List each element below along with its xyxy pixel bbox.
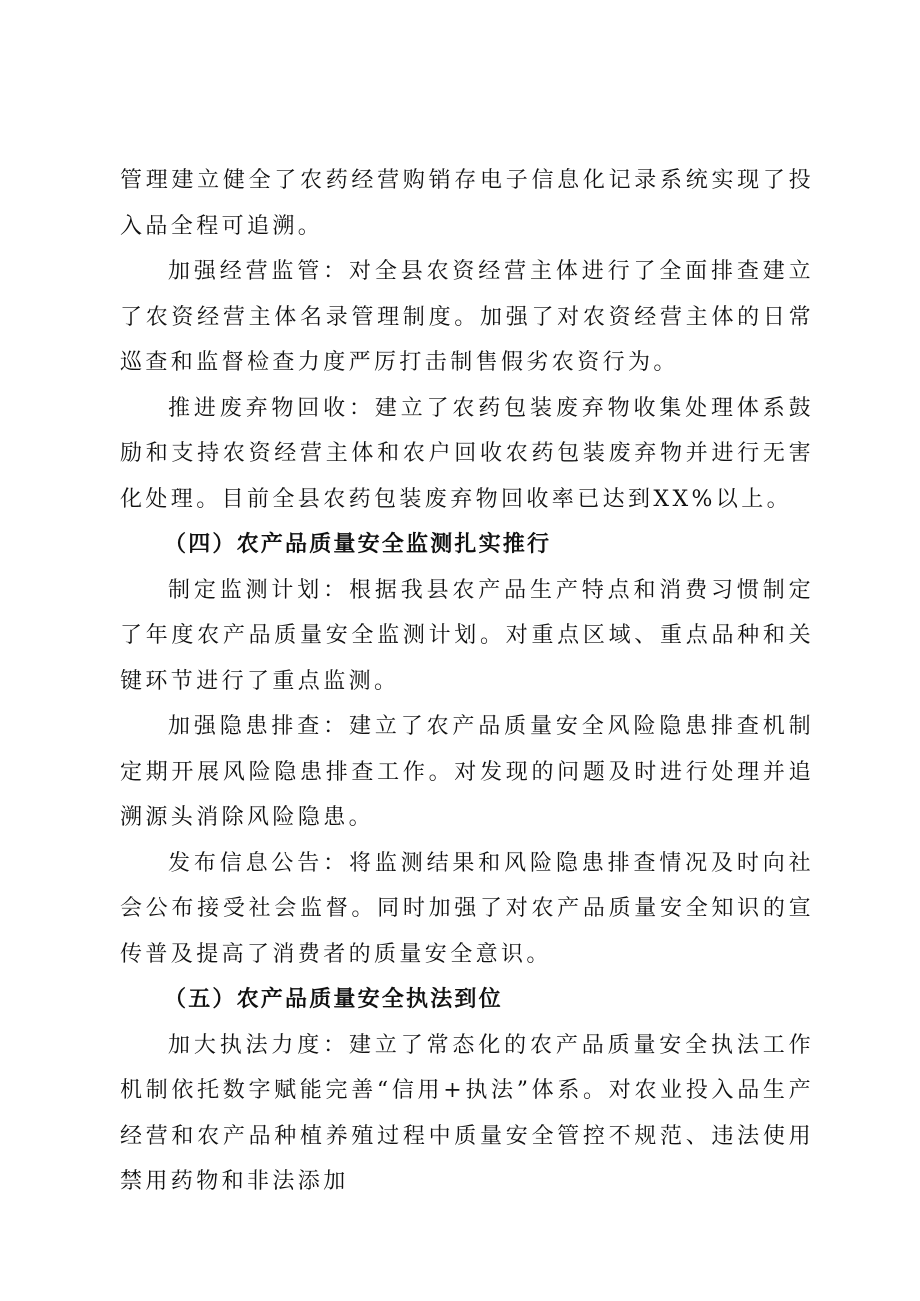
section-heading-enforcement: （五）农产品质量安全执法到位 <box>164 986 503 1012</box>
paragraph-enforcement-strength: 加大执法力度：建立了常态化的农产品质量安全执法工作机制依托数字赋能完善“信用+执法”体系。对农业投入品生产经营和农产品种植养殖过程中质量安全管控不规范、违法使用禁用药物和非法添加 <box>120 1032 814 1194</box>
paragraph-traceability-continued: 管理建立健全了农药经营购销存电子信息化记录系统实现了投入品全程可追溯。 <box>120 168 814 239</box>
paragraph-waste-recycling: 推进废弃物回收：建立了农药包装废弃物收集处理体系鼓励和支持农资经营主体和农户回收农药包装废弃物并进行无害化处理。目前全县农药包装废弃物回收率已达到XX%以上。 <box>120 395 814 512</box>
paragraph-business-supervision: 加强经营监管：对全县农资经营主体进行了全面排查建立了农资经营主体名录管理制度。加强了对农资经营主体的日常巡查和监督检查力度严厉打击制售假劣农资行为。 <box>120 259 814 375</box>
section-heading-monitoring: （四）农产品质量安全监测扎实推行 <box>164 531 552 557</box>
document-body <box>120 158 814 1205</box>
paragraph-information-release: 发布信息公告：将监测结果和风险隐患排查情况及时向社会公布接受社会监督。同时加强了对农产品质量安全知识的宣传普及提高了消费者的质量安全意识。 <box>120 850 814 967</box>
paragraph-monitoring-plan: 制定监测计划：根据我县农产品生产特点和消费习惯制定了年度农产品质量安全监测计划。对重点区域、重点品种和关键环节进行了重点监测。 <box>120 577 814 694</box>
paragraph-hazard-inspection: 加强隐患排查：建立了农产品质量安全风险隐患排查机制定期开展风险隐患排查工作。对发现的问题及时进行处理并追溯源头消除风险隐患。 <box>120 714 814 830</box>
